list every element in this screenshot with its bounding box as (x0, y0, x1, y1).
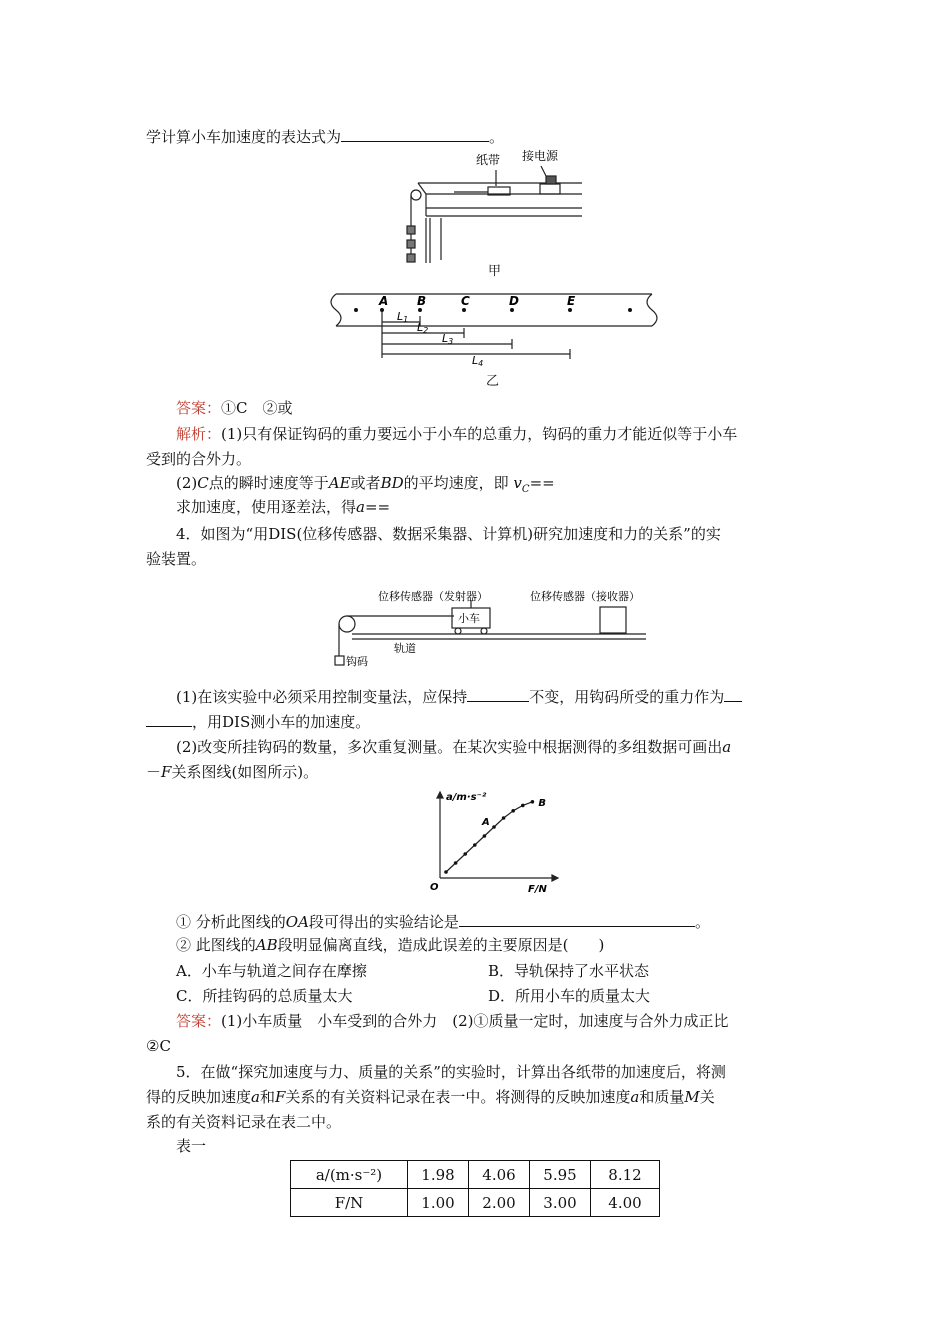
blank-conclusion[interactable] (459, 911, 695, 927)
origin-label: O (430, 882, 439, 893)
data-point (473, 843, 477, 847)
table-cell: 4.06 (469, 1161, 530, 1189)
figure-yi-paper-tape (322, 288, 662, 368)
question-5-line3: 系的有关资料记录在表二中。 (146, 1113, 342, 1131)
y-axis-label: a/m·s⁻² (446, 792, 487, 803)
blank-force-a[interactable] (724, 686, 742, 702)
l1-label: L1 (397, 310, 409, 324)
data-point (463, 852, 467, 856)
point-b-chart-label: B (538, 797, 547, 809)
table-1 (290, 1160, 660, 1217)
q4-part2-line1: (2)改变所挂钩码的数量，多次重复测量。在某次实验中根据测得的多组数据可画出a (176, 738, 732, 756)
table1-caption: 表一 (176, 1137, 207, 1155)
point-b-label: B (417, 294, 427, 308)
l4-label: L4 (472, 354, 484, 368)
answer-4: 答案：(1)小车质量 小车受到的合外力 (2)①质量一定时，加速度与合外力成正比 (176, 1012, 729, 1030)
option-d[interactable]: D．所用小车的质量太大 (488, 987, 651, 1005)
table-cell: 1.00 (408, 1189, 469, 1217)
option-b[interactable]: B．导轨保持了水平状态 (488, 962, 650, 980)
analysis-3-line4: 求加速度，使用逐差法，得a== (176, 498, 391, 516)
data-point (502, 816, 506, 820)
analysis-3-line2: 受到的合外力。 (146, 450, 252, 468)
sensor-receiver-label: 位移传感器（接收器） (530, 590, 640, 603)
option-a[interactable]: A．小车与轨道之间存在摩擦 (176, 962, 367, 980)
a-f-curve (446, 802, 532, 872)
point-e-label: E (567, 294, 576, 308)
table-cell: 5.95 (530, 1161, 591, 1189)
data-point (492, 825, 496, 829)
table-cell: 3.00 (530, 1189, 591, 1217)
weight-label: 钩码 (346, 655, 368, 668)
q4-sub2: ② 此图线的AB段明显偏离直线，造成此误差的主要原因是( ) (176, 936, 605, 954)
table-cell: 1.98 (408, 1161, 469, 1189)
point-a-chart-label: A (482, 817, 490, 828)
analysis-3-line3: (2)C点的瞬时速度等于AE或者BD的平均速度，即 $v_C==$ (176, 474, 555, 495)
data-point (521, 804, 525, 808)
row-f-header: F/N (291, 1189, 408, 1217)
figure-dis-apparatus (330, 582, 650, 674)
question-5-line2: 得的反映加速度a和F关系的有关资料记录在表一中。将测得的反映加速度a和质量M关 (146, 1088, 715, 1106)
question-4-line1: 4．如图为“用DIS(位移传感器、数据采集器、计算机)研究加速度和力的关系”的实 (176, 525, 721, 543)
table-row (291, 1161, 660, 1189)
figure-jia-caption: 甲 (488, 264, 502, 279)
blank-constant[interactable] (467, 686, 529, 702)
point-a-label: A (379, 294, 389, 308)
track-label: 轨道 (394, 642, 416, 655)
table-cell: 8.12 (591, 1161, 660, 1189)
q4-part1-line1: (1)在该实验中必须采用控制变量法，应保持 不变，用钩码所受的重力作为 (176, 686, 742, 707)
point-d-label: D (509, 294, 519, 308)
label-power-supply: 接电源 (522, 149, 559, 163)
row-a-header: a/(m·s⁻²) (291, 1161, 408, 1189)
data-point (511, 809, 515, 813)
q4-part1-line2: ，用DIS测小车的加速度。 (146, 711, 370, 732)
answer-3: 答案：①C ②或 (176, 399, 293, 417)
option-c[interactable]: C．所挂钩码的总质量太大 (176, 987, 353, 1005)
data-point (531, 800, 535, 804)
table-cell: 4.00 (591, 1189, 660, 1217)
point-c-label: C (461, 294, 470, 308)
blank-force-b[interactable] (146, 711, 192, 727)
data-point (483, 834, 487, 838)
figure-yi-caption: 乙 (486, 374, 500, 389)
sensor-transmitter-label: 位移传感器（发射器） (378, 590, 488, 603)
label-paper-tape: 纸带 (476, 153, 501, 167)
answer-4-line2: ②C (146, 1037, 171, 1055)
analysis-3-line1: 解析：(1)只有保证钩码的重力要远小于小车的总重力，钩码的重力才能近似等于小车 (176, 425, 738, 443)
data-point (444, 870, 448, 874)
question-5-line1: 5．在做“探究加速度与力、质量的关系”的实验时，计算出各纸带的加速度后，将测 (176, 1063, 726, 1081)
a-f-graph (424, 788, 574, 896)
question-4-line2: 验装置。 (146, 550, 207, 568)
q4-sub1: ① 分析此图线的OA段可得出的实验结论是 。 (176, 913, 710, 931)
l2-label: L2 (417, 321, 429, 335)
table-cell: 2.00 (469, 1189, 530, 1217)
cart-label: 小车 (458, 612, 480, 625)
l3-label: L3 (442, 332, 454, 346)
question3-tail: 学计算小车加速度的表达式为 。 (146, 128, 505, 146)
data-point (454, 861, 458, 865)
table-row (291, 1189, 660, 1217)
answer-blank[interactable] (341, 126, 489, 142)
figure-jia-apparatus (396, 148, 586, 280)
x-axis-label: F/N (528, 884, 547, 895)
q4-part2-line2: －F关系图线(如图所示)。 (146, 763, 319, 781)
